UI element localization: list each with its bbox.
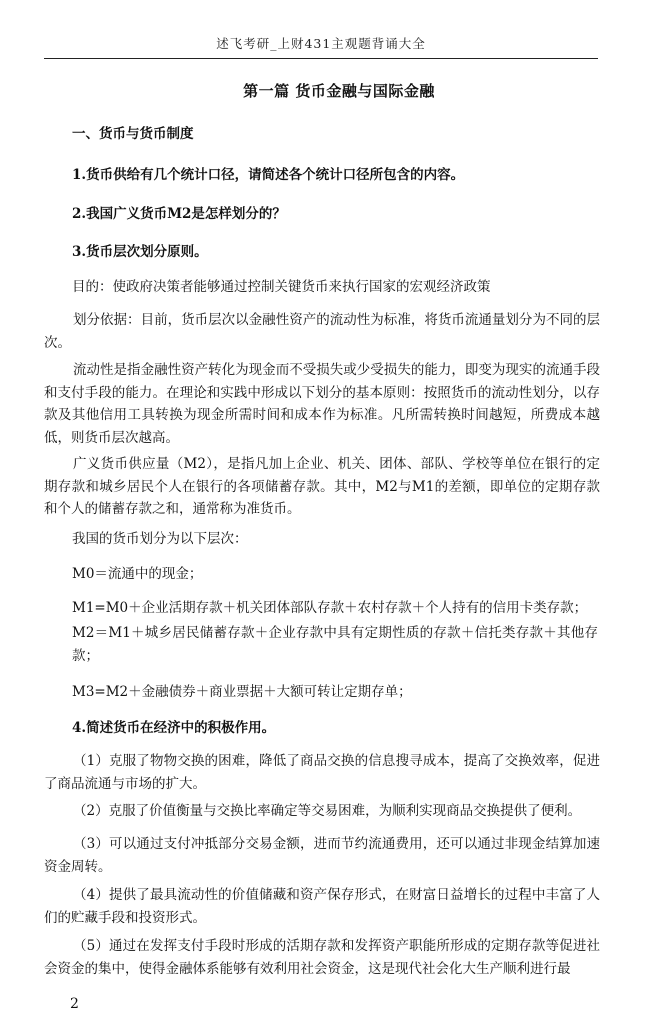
question-2: 2.我国广义货币M2是怎样划分的？ (72, 206, 286, 222)
page-number: 2 (70, 996, 79, 1012)
running-header: 述飞考研_上财431主观题背诵大全 (216, 36, 426, 51)
paragraph-basis: 划分依据：目前，货币层次以金融性资产的流动性为标准，将货币流通量划分为不同的层次。 (44, 312, 600, 351)
paragraph-china-levels: 我国的货币划分为以下层次： (72, 531, 248, 547)
role-item-4: （4）提供了最具流动性的价值储藏和资产保存形式，在财富日益增长的过程中丰富了人们的贮藏手段和投资形式。 (44, 887, 600, 926)
question-3: 3.货币层次划分原则。 (72, 244, 208, 260)
role-item-2: （2）克服了价值衡量与交换比率确定等交易困难，为顺利实现商品交换提供了便利。 (73, 803, 582, 819)
role-item-5: （5）通过在发挥支付手段时形成的活期存款和发挥资产职能所形成的定期存款等促进社会资金的集中，使得金融体系能够有效利用社会资金，这是现代社会化大生产顺利进行最 (44, 938, 600, 977)
question-4: 4.简述货币在经济中的积极作用。 (72, 720, 276, 736)
definition-m0: M0＝流通中的现金； (72, 566, 203, 582)
paragraph-liquidity: 流动性是指金融性资产转化为现金而不受损失或少受损失的能力，即变为现实的流通手段和支付手段的能力。在理论和实践中形成以下划分的基本原则：按照货币的流动性划分，以存款及其他信用工具转换为现金所需时间和成本作为标准。凡所需转换时间越短，所费成本越低，则货币层次越高。 (44, 362, 600, 446)
definition-m1: M1=M0＋企业活期存款＋机关团体部队存款＋农村存款＋个人持有的信用卡类存款； (72, 600, 588, 616)
section-heading: 一、货币与货币制度 (72, 126, 194, 142)
paragraph-broad-money: 广义货币供应量（M2），是指凡加上企业、机关、团体、部队、学校等单位在银行的定期存款和城乡居民个人在银行的各项储蓄存款。其中，M2与M1的差额，即单位的定期存款和个人的储蓄存款之和，通常称为准货币。 (44, 456, 600, 517)
header-rule (44, 58, 598, 59)
question-1: 1.货币供给有几个统计口径，请简述各个统计口径所包含的内容。 (72, 167, 465, 183)
role-item-1: （1）克服了物物交换的困难，降低了商品交换的信息搜寻成本，提高了交换效率，促进了商品流通与市场的扩大。 (44, 753, 600, 792)
paragraph-purpose: 目的：使政府决策者能够通过控制关键货币来执行国家的宏观经济政策 (72, 279, 491, 295)
definition-m3: M3=M2＋金融债券＋商业票据＋大额可转让定期存单； (72, 684, 412, 700)
chapter-title: 第一篇 货币金融与国际金融 (243, 82, 435, 100)
role-item-3: （3）可以通过支付冲抵部分交易金额，进而节约流通费用，还可以通过非现金结算加速资金周转。 (44, 836, 600, 875)
definition-m2: M2＝M1＋城乡居民储蓄存款＋企业存款中具有定期性质的存款＋信托类存款＋其他存款； (72, 625, 598, 664)
